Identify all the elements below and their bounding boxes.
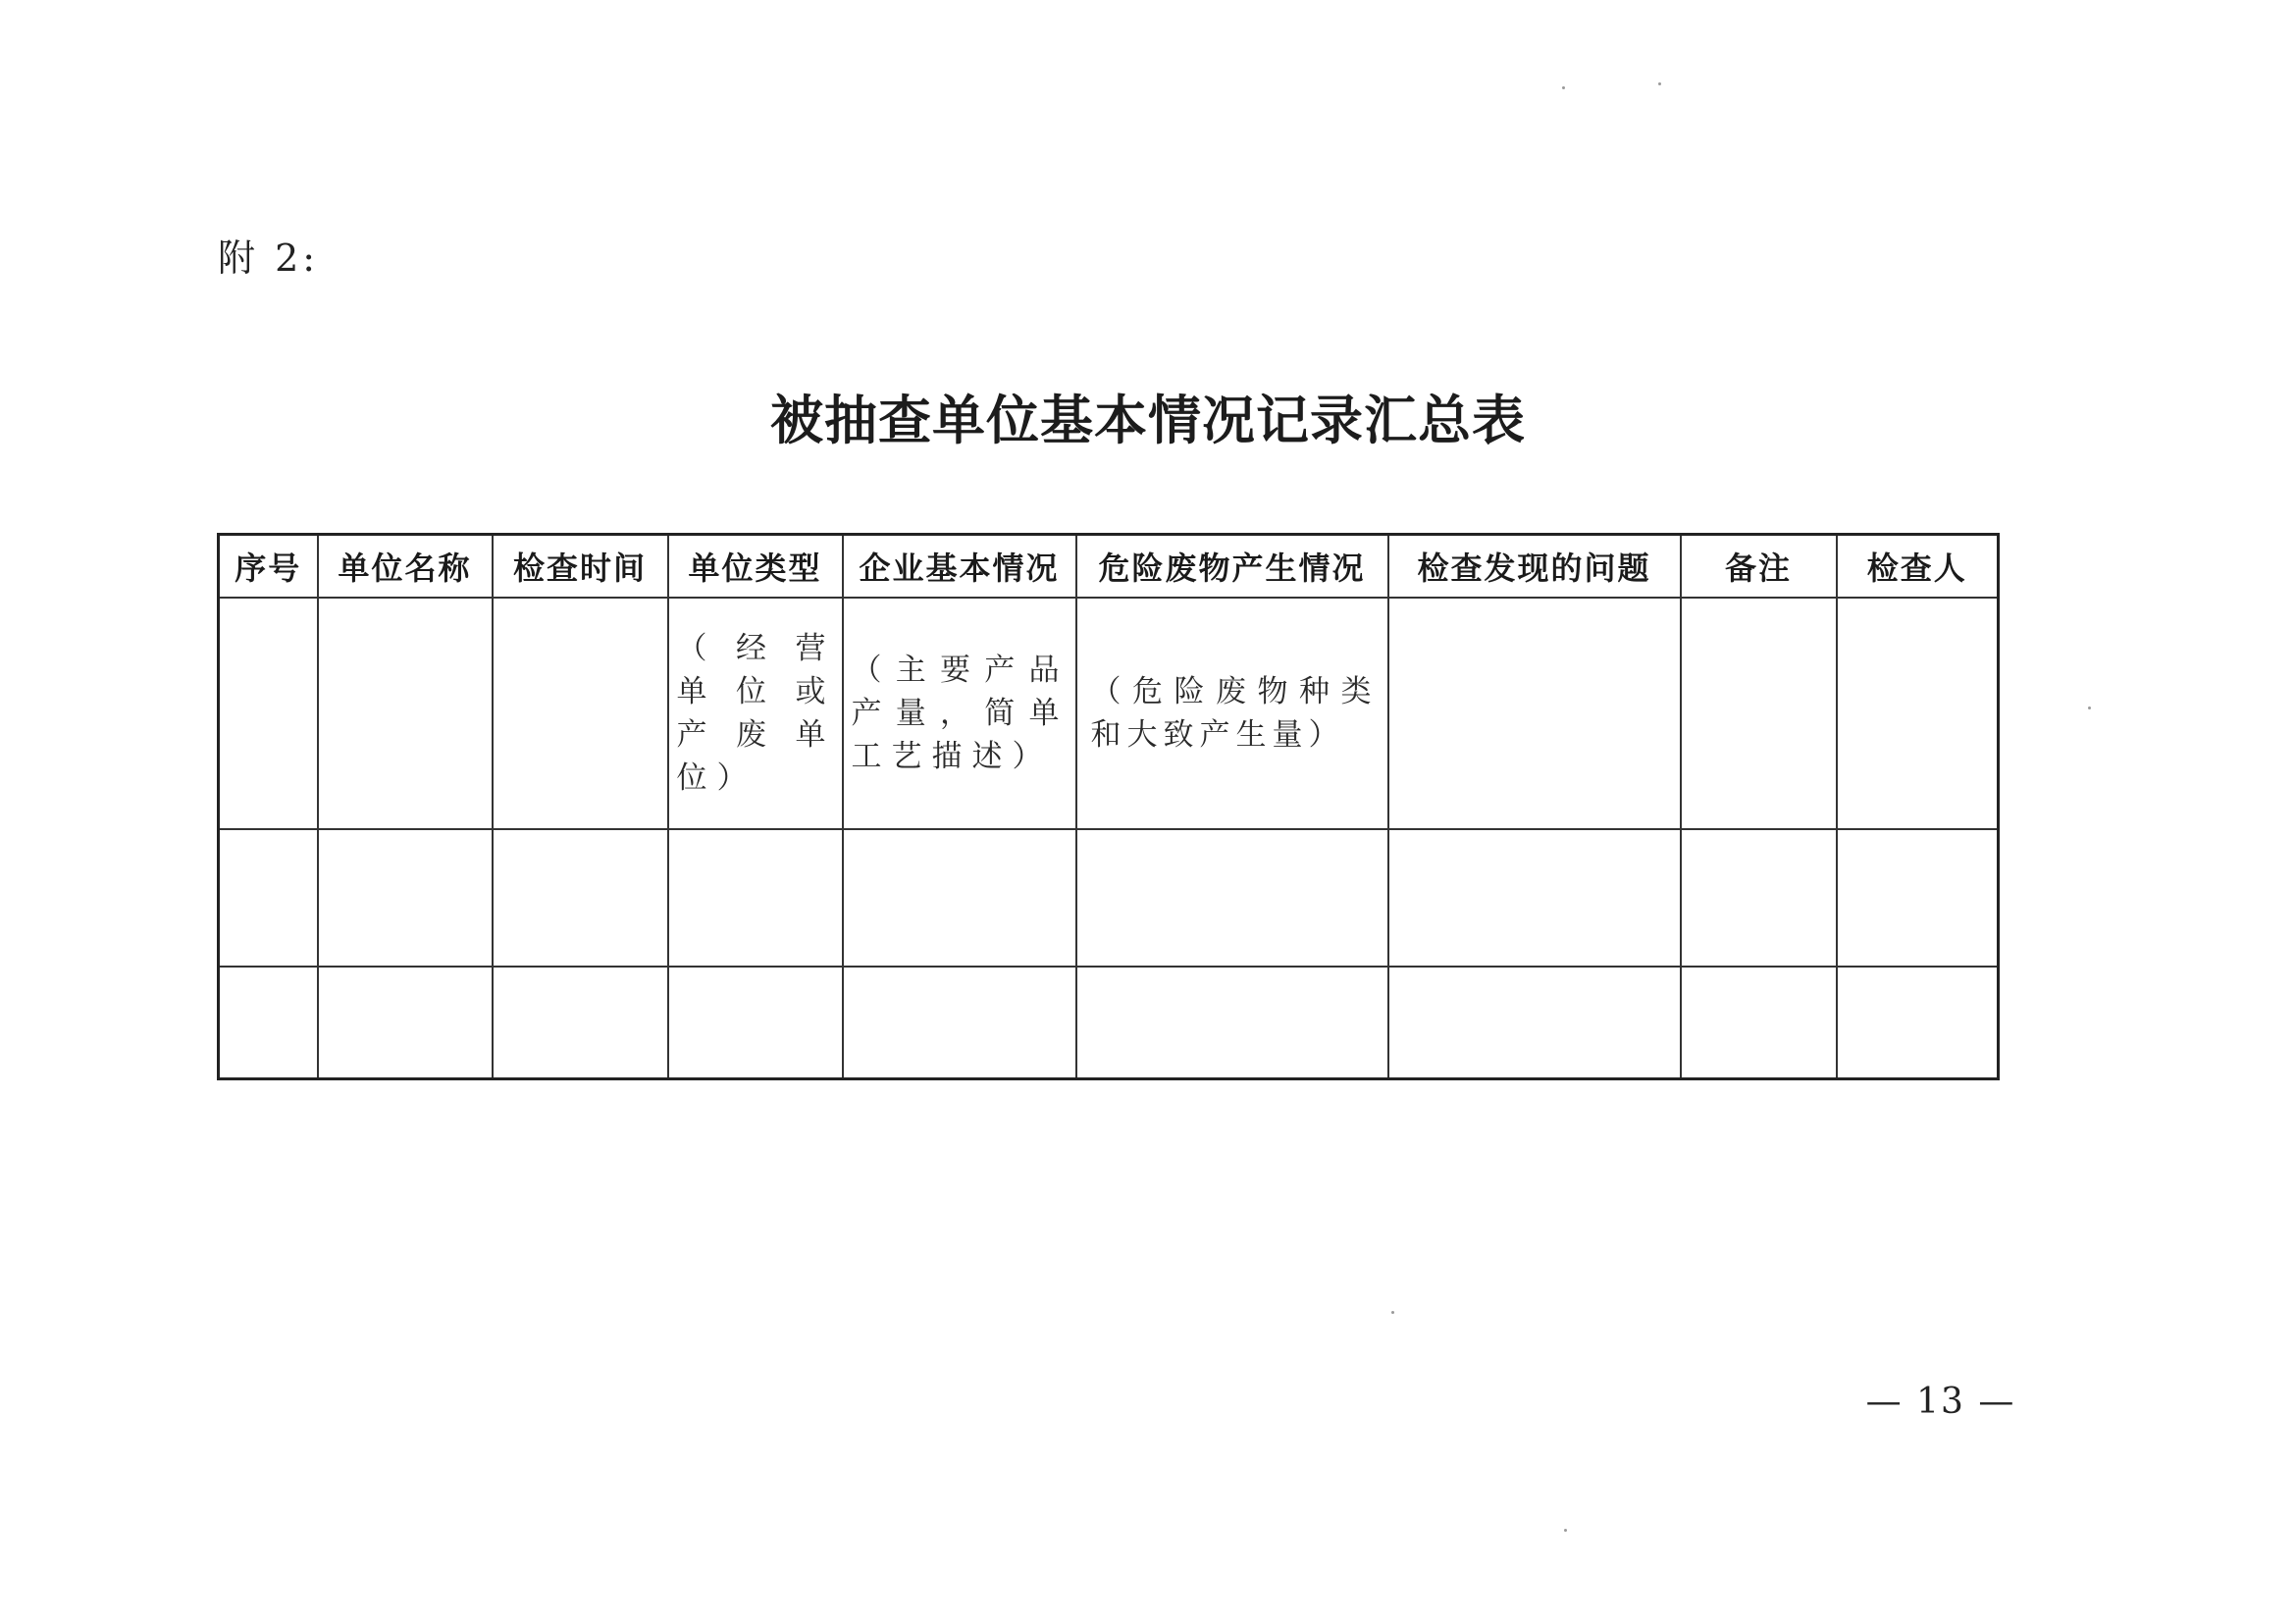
table-cell[interactable] <box>668 829 843 967</box>
summary-table <box>217 533 2000 1080</box>
header-unit-name: 单位名称 <box>318 535 493 599</box>
annex-label: 附 2: <box>218 236 320 280</box>
enterprise-info-hint: （主要产品产量，简单工艺描述） <box>851 653 1070 774</box>
table-cell[interactable] <box>493 967 668 1079</box>
table-cell[interactable] <box>843 598 1076 829</box>
header-row <box>219 535 1999 599</box>
page-number: — 13 — <box>1865 1382 2016 1422</box>
header-hazardous-waste: 危险废物产生情况 <box>1076 535 1388 599</box>
table-cell[interactable] <box>1681 967 1837 1079</box>
table-cell[interactable] <box>1681 829 1837 967</box>
table-cell[interactable] <box>1076 829 1388 967</box>
table-cell[interactable] <box>668 967 843 1079</box>
header-inspection-time: 检查时间 <box>493 535 668 599</box>
scan-speck <box>1658 82 1661 85</box>
table-cell[interactable] <box>843 829 1076 967</box>
table-cell[interactable] <box>1388 598 1681 829</box>
scan-speck <box>1562 86 1565 89</box>
table-cell[interactable] <box>1837 829 1999 967</box>
table-row <box>219 967 1999 1079</box>
table-cell[interactable] <box>318 598 493 829</box>
table-cell[interactable] <box>1388 967 1681 1079</box>
table-cell[interactable] <box>1837 967 1999 1079</box>
table-cell[interactable] <box>1681 598 1837 829</box>
table-cell[interactable] <box>843 967 1076 1079</box>
table-cell[interactable] <box>318 829 493 967</box>
unit-type-hint: （经营单位或产废单位） <box>676 631 836 796</box>
header-serial-number: 序号 <box>219 535 318 599</box>
header-inspector: 检查人 <box>1837 535 1999 599</box>
table-cell[interactable] <box>1076 598 1388 829</box>
table-cell[interactable] <box>219 598 318 829</box>
document-title: 被抽查单位基本情况记录汇总表 <box>770 389 1526 451</box>
table-cell[interactable] <box>493 598 668 829</box>
table-cell[interactable] <box>668 598 843 829</box>
header-unit-type: 单位类型 <box>668 535 843 599</box>
table-row <box>219 598 1999 829</box>
table-cell[interactable] <box>219 967 318 1079</box>
header-enterprise-info: 企业基本情况 <box>843 535 1076 599</box>
hazardous-waste-hint: （危险废物种类和大致产生量） <box>1090 674 1378 753</box>
table-cell[interactable] <box>1837 598 1999 829</box>
table-cell[interactable] <box>318 967 493 1079</box>
scan-speck <box>1564 1529 1567 1532</box>
table-cell[interactable] <box>1388 829 1681 967</box>
header-issues-found: 检查发现的问题 <box>1388 535 1681 599</box>
table-row <box>219 829 1999 967</box>
scan-speck <box>2088 707 2091 709</box>
table-cell[interactable] <box>219 829 318 967</box>
table-cell[interactable] <box>1076 967 1388 1079</box>
scan-speck <box>1391 1311 1394 1314</box>
header-remarks: 备注 <box>1681 535 1837 599</box>
table-cell[interactable] <box>493 829 668 967</box>
